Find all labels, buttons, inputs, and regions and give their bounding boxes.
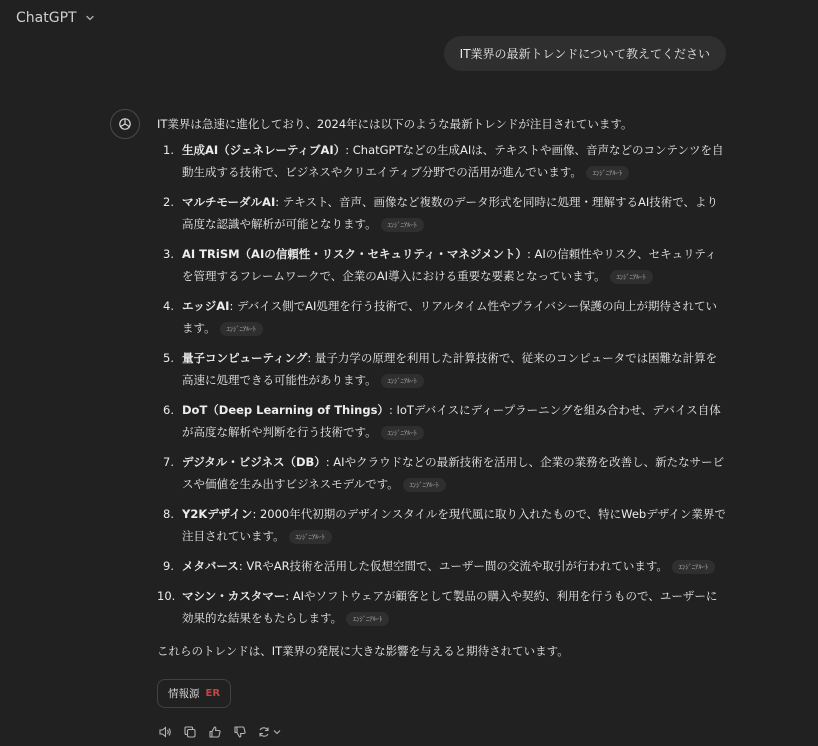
citation-chip[interactable]: ｴﾝｼﾞﾆｱﾙｰﾄ — [289, 530, 332, 544]
assistant-message — [157, 113, 727, 658]
trend-title: エッジAI — [182, 299, 230, 313]
trend-item — [157, 585, 727, 629]
trend-title: DoT（Deep Learning of Things） — [182, 403, 389, 417]
message-actions — [157, 724, 283, 740]
sources-label: 情報源 — [168, 688, 200, 700]
trend-item — [157, 139, 727, 183]
trend-title: デジタル・ビジネス（DB） — [182, 455, 326, 469]
citation-chip[interactable]: ｴﾝｼﾞﾆｱﾙｰﾄ — [346, 612, 389, 626]
trend-number: 8. — [163, 507, 174, 521]
openai-logo-icon — [117, 116, 133, 132]
trend-item — [157, 295, 727, 339]
assistant-avatar — [110, 109, 140, 139]
citation-chip[interactable]: ｴﾝｼﾞﾆｱﾙｰﾄ — [586, 166, 629, 180]
trend-number: 2. — [163, 195, 174, 209]
trend-title: マシン・カスタマー — [182, 589, 286, 603]
thumbs-up-icon[interactable] — [207, 724, 223, 740]
trend-title: メタバース — [182, 559, 239, 573]
trend-title: 生成AI（ジェネレーティブAI） — [182, 143, 346, 157]
trend-number: 10. — [157, 589, 176, 603]
user-message: IT業界の最新トレンドについて教えてください — [444, 36, 726, 71]
trend-description: : AIやクラウドなどの最新技術を活用し、企業の業務を改善し、新たなサービスや価値を生み出すビジネスモデルです。 — [182, 455, 725, 491]
trend-item — [157, 503, 727, 547]
citation-chip[interactable]: ｴﾝｼﾞﾆｱﾙｰﾄ — [381, 426, 424, 440]
trend-number: 7. — [163, 455, 174, 469]
trend-item — [157, 451, 727, 495]
trend-title: Y2Kデザイン — [182, 507, 253, 521]
trend-description: : IoTデバイスにディープラーニングを組み合わせ、デバイス自体が高度な解析や判断を行う技術です。 — [182, 403, 721, 439]
trend-item — [157, 243, 727, 287]
trend-item — [157, 399, 727, 443]
trend-number: 5. — [163, 351, 174, 365]
thumbs-down-icon[interactable] — [232, 724, 248, 740]
trend-item — [157, 347, 727, 391]
model-selector[interactable] — [16, 10, 95, 26]
regenerate-icon[interactable] — [257, 724, 283, 740]
read-aloud-icon[interactable] — [157, 724, 173, 740]
trend-number: 6. — [163, 403, 174, 417]
trend-description: : 量子力学の原理を利用した計算技術で、従来のコンピュータでは困難な計算を高速に処理できる可能性があります。 — [182, 351, 718, 387]
citation-chip[interactable]: ｴﾝｼﾞﾆｱﾙｰﾄ — [381, 374, 424, 388]
trend-title: マルチモーダルAI — [182, 195, 276, 209]
trend-item — [157, 555, 727, 577]
trend-list — [157, 139, 727, 629]
trend-description: : テキスト、音声、画像など複数のデータ形式を同時に処理・理解するAI技術で、より高度な認識や解析が可能となります。 — [182, 195, 719, 231]
chevron-down-icon — [85, 13, 95, 23]
answer-intro: IT業界は急速に進化しており、2024年には以下のような最新トレンドが注目されています。 — [157, 117, 633, 131]
trend-description: : VRやAR技術を活用した仮想空間で、ユーザー間の交流や取引が行われています。 — [238, 559, 668, 573]
trend-number: 1. — [163, 143, 174, 157]
trend-title: AI TRiSM（AIの信頼性・リスク・セキュリティ・マネジメント） — [182, 247, 528, 261]
trend-item — [157, 191, 727, 235]
citation-chip[interactable]: ｴﾝｼﾞﾆｱﾙｰﾄ — [403, 478, 446, 492]
citation-chip[interactable]: ｴﾝｼﾞﾆｱﾙｰﾄ — [220, 322, 263, 336]
citation-chip[interactable]: ｴﾝｼﾞﾆｱﾙｰﾄ — [672, 560, 715, 574]
trend-number: 9. — [163, 559, 174, 573]
copy-icon[interactable] — [182, 724, 198, 740]
source-favicon: ER — [205, 688, 221, 699]
answer-outro: これらのトレンドは、IT業界の発展に大きな影響を与えると期待されています。 — [157, 644, 569, 658]
trend-description: : ChatGPTなどの生成AIは、テキストや画像、音声などのコンテンツを自動生成する技術で、ビジネスやクリエイティブ分野での活用が進んでいます。 — [182, 143, 724, 179]
trend-title: 量子コンピューティング — [182, 351, 308, 365]
trend-description: : デバイス側でAI処理を行う技術で、リアルタイム性やプライバシー保護の向上が期待されています。 — [182, 299, 717, 335]
trend-description: : AIやソフトウェアが顧客として製品の購入や契約、利用を行うもので、ユーザーに効果的な結果をもたらします。 — [182, 589, 718, 625]
sources-button[interactable] — [157, 679, 231, 708]
citation-chip[interactable]: ｴﾝｼﾞﾆｱﾙｰﾄ — [381, 218, 424, 232]
trend-description: : 2000年代初期のデザインスタイルを現代風に取り入れたもので、特にWebデザイン業界で注目されています。 — [182, 507, 726, 543]
citation-chip[interactable]: ｴﾝｼﾞﾆｱﾙｰﾄ — [610, 270, 653, 284]
trend-description: : AIの信頼性やリスク、セキュリティを管理するフレームワークで、企業のAI導入における重要な要素となっています。 — [182, 247, 717, 283]
trend-number: 4. — [163, 299, 174, 313]
trend-number: 3. — [163, 247, 174, 261]
model-name: ChatGPT — [16, 10, 77, 26]
